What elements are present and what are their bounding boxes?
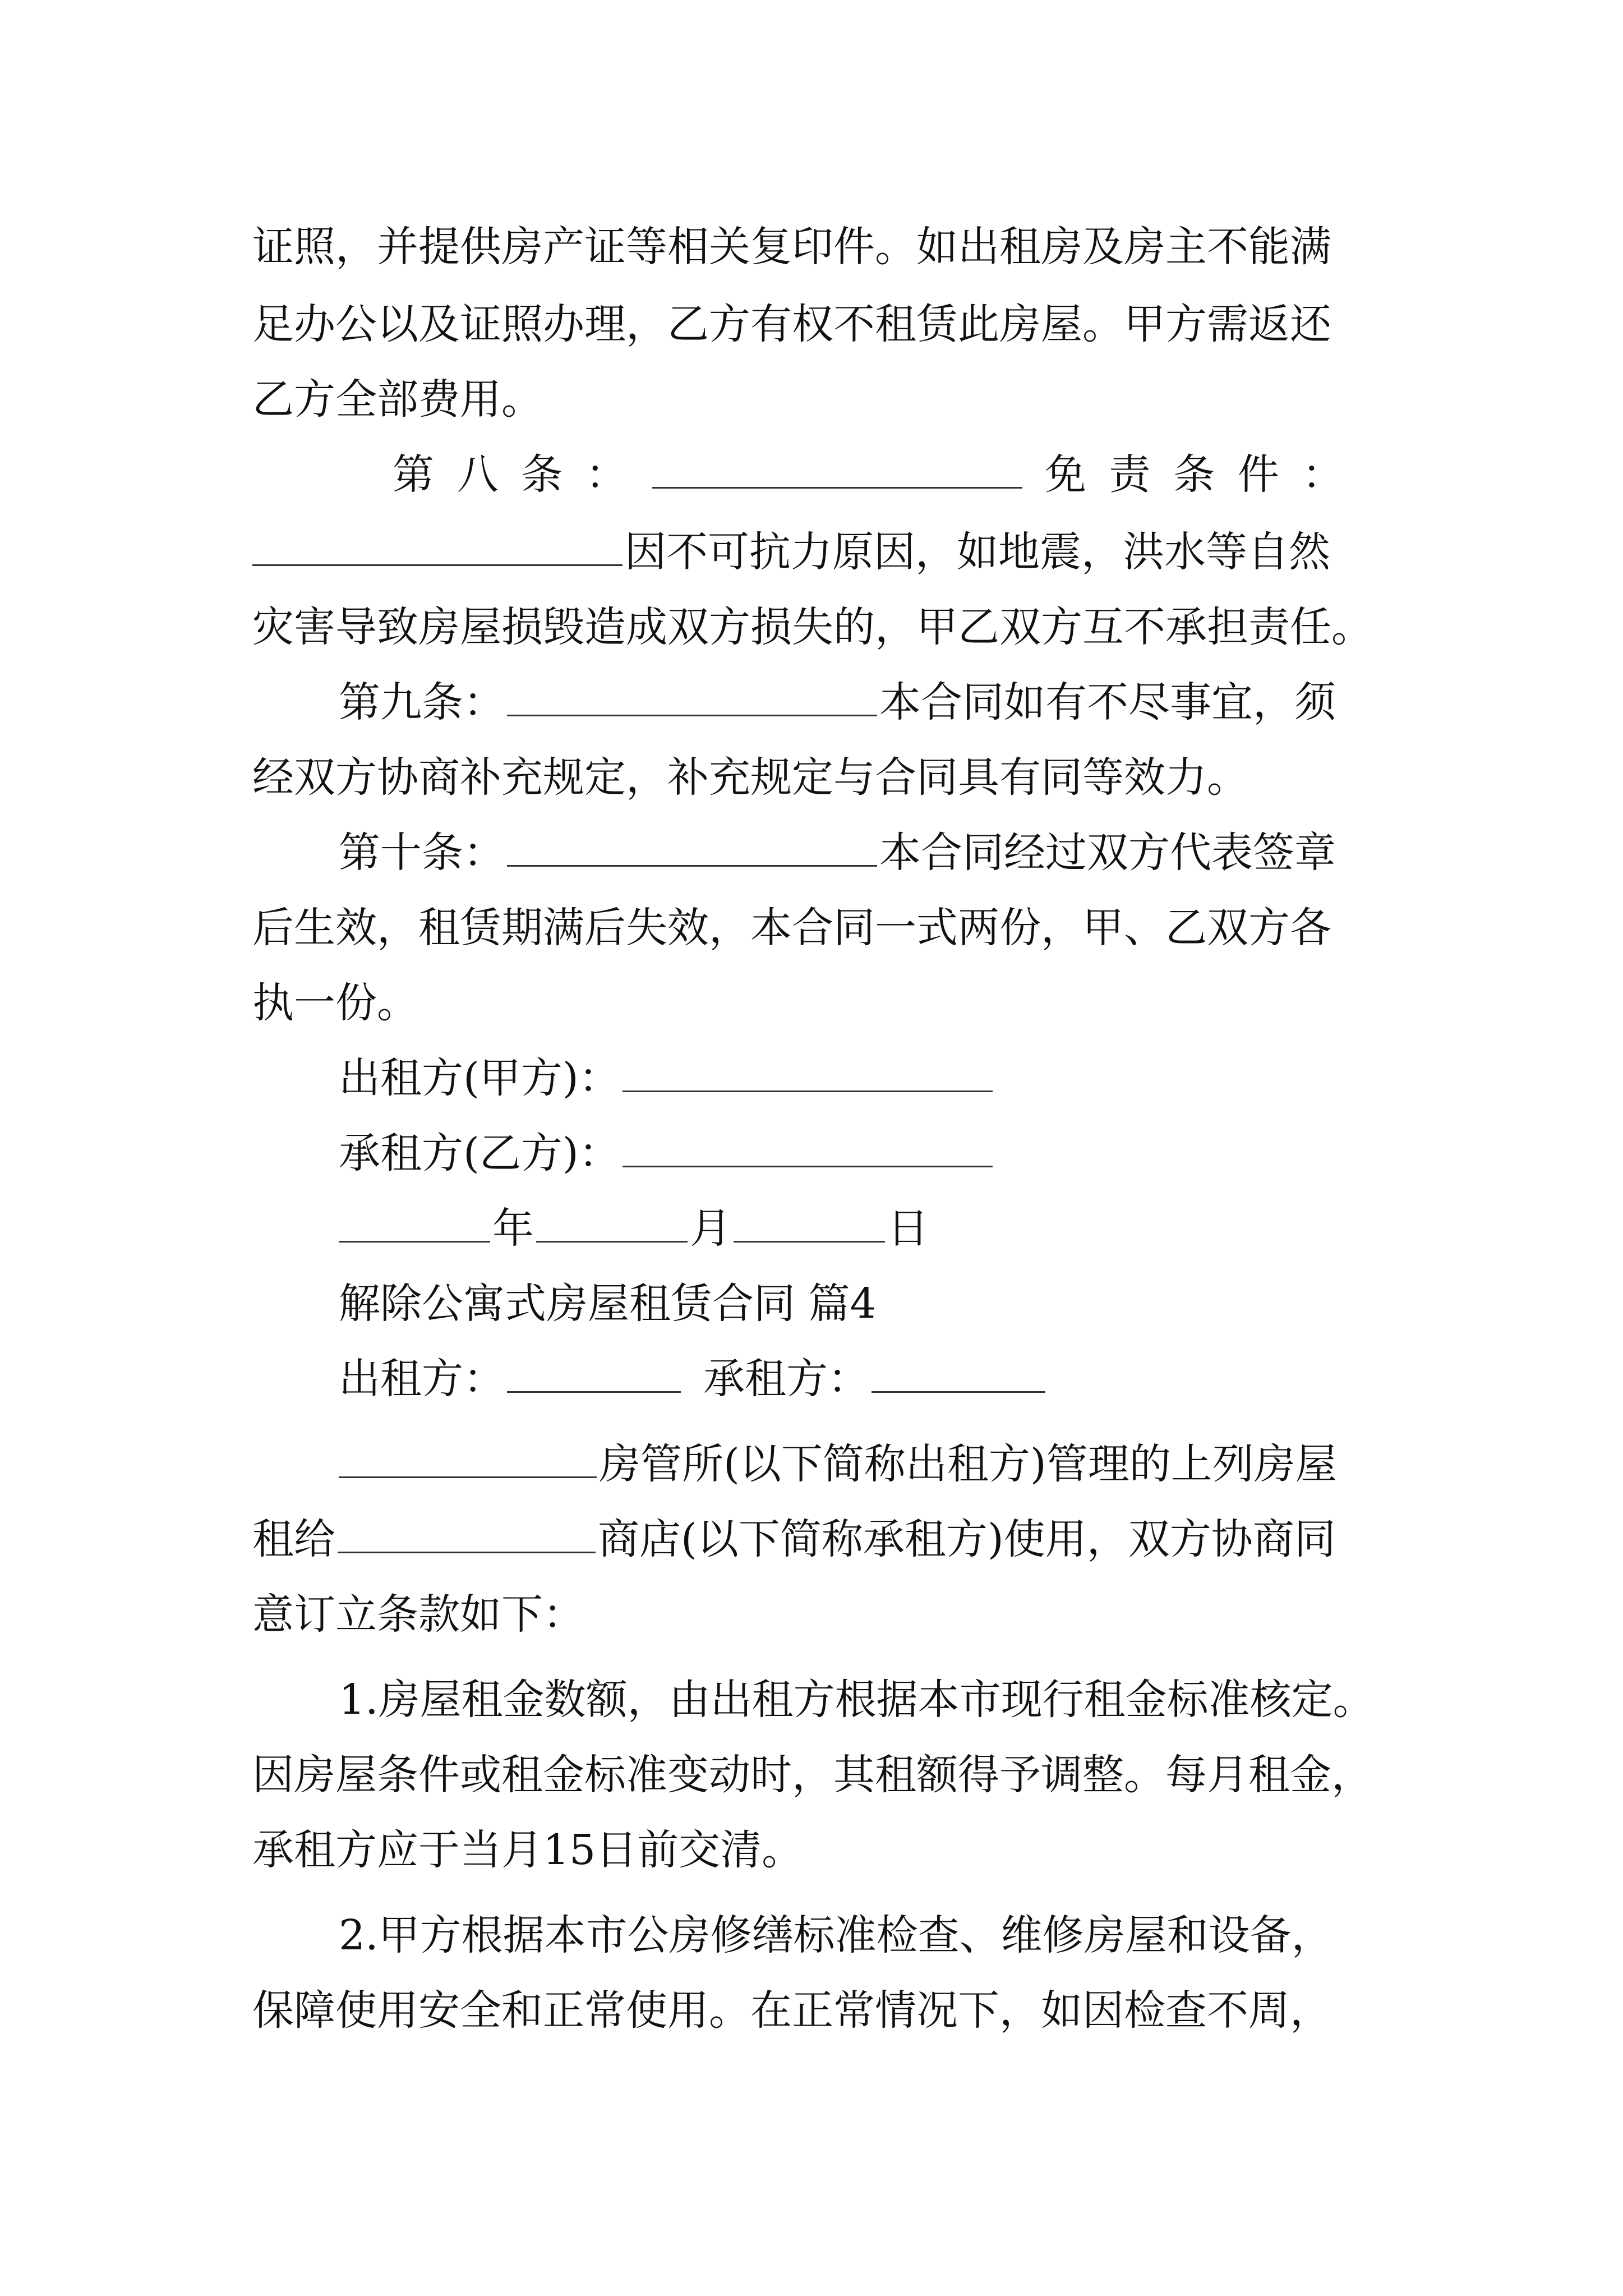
text: 房管所(以下简称出租方)管理的上列房屋 [599,1440,1337,1488]
text: 因房屋条件或租金标准变动时，其租额得予调整。每月租金， [252,1751,1373,1799]
intro-line [252,1511,1336,1567]
month-label: 月 [690,1204,731,1253]
clause-1 [339,1672,1375,1728]
text: 租给 [252,1515,335,1563]
article-label: 第十条： [339,829,505,877]
text: 因不可抗力原因，如地震，洪水等自然 [625,528,1330,576]
month-field [536,1202,688,1243]
text: 执一份。 [252,979,418,1027]
label: 出租方(甲方)： [339,1054,620,1102]
signature-lessee-b [339,1125,995,1181]
paragraph-line [252,296,1331,352]
paragraph-line [252,524,1330,580]
article-8-heading [393,447,1366,503]
text: 意订立条款如下： [252,1590,584,1639]
lessee-label: 承租方： [703,1355,869,1403]
lessor-label: 出租方： [339,1355,505,1403]
text: 2.甲方根据本市公房修缮标准检查、维修房屋和设备， [339,1911,1333,1959]
article-9 [339,674,1336,730]
text: 1.房屋租金数额，由出租方根据本市现行租金标准核定。 [339,1676,1375,1724]
blank-field [252,525,623,566]
text: 承租方应于当月15日前交清。 [252,1826,804,1874]
paragraph-line [252,1747,1373,1803]
year-field [339,1202,490,1243]
parties-line [339,1351,1048,1407]
text: 本合同如有不尽事宜，须 [879,678,1336,726]
lessee-field [872,1352,1045,1393]
text: 证照，并提供房产证等相关复印件。如出租房及房主不能满 [252,223,1331,271]
blank-field [338,1512,596,1553]
label: 承租方(乙方)： [339,1129,620,1177]
signature-lessor-a [339,1050,995,1106]
blank-field [507,826,877,867]
paragraph-line [252,1982,1331,2039]
text: 商店(以下简称承租方)使用，双方协商同 [598,1515,1336,1563]
text: 本合同经过双方代表签章 [879,829,1336,877]
text: 乙方全部费用。 [252,375,543,424]
paragraph-line [252,749,1248,806]
text: 解除公寓式房屋租赁合同 篇4 [339,1280,877,1328]
paragraph-line [252,1822,803,1878]
text: 灾害导致房屋损毁造成双方损失的，甲乙双方互不承担责任。 [252,603,1373,651]
paragraph-line [252,1586,584,1642]
article-label: 第九条： [339,678,505,726]
blank-field [652,448,1022,489]
year-label: 年 [492,1204,534,1253]
day-label: 日 [887,1204,929,1253]
blank-field [507,675,877,716]
clause-2 [339,1907,1333,1963]
paragraph-line [252,900,1331,956]
lessor-field [507,1352,681,1393]
blank-field [339,1437,597,1478]
text: 足办公以及证照办理，乙方有权不租赁此房屋。甲方需返还 [252,300,1331,348]
signature-field [623,1051,993,1092]
paragraph-line [252,975,418,1031]
text: 保障使用安全和正常使用。在正常情况下，如因检查不周， [252,1986,1331,2035]
paragraph-line [252,219,1331,275]
text: 经双方协商补充规定，补充规定与合同具有同等效力。 [252,753,1248,802]
article-label: 第八条： [393,450,650,499]
date-line [339,1200,929,1257]
day-field [734,1202,885,1243]
paragraph-line [252,371,543,427]
text: 后生效，租赁期满后失效，本合同一式两份，甲、乙双方各 [252,904,1331,952]
signature-field [623,1126,993,1167]
article-10 [339,825,1336,881]
section-title [339,1276,877,1332]
article-title: 免责条件： [1044,450,1367,499]
paragraph-line [252,599,1373,655]
intro-line [339,1436,1337,1492]
